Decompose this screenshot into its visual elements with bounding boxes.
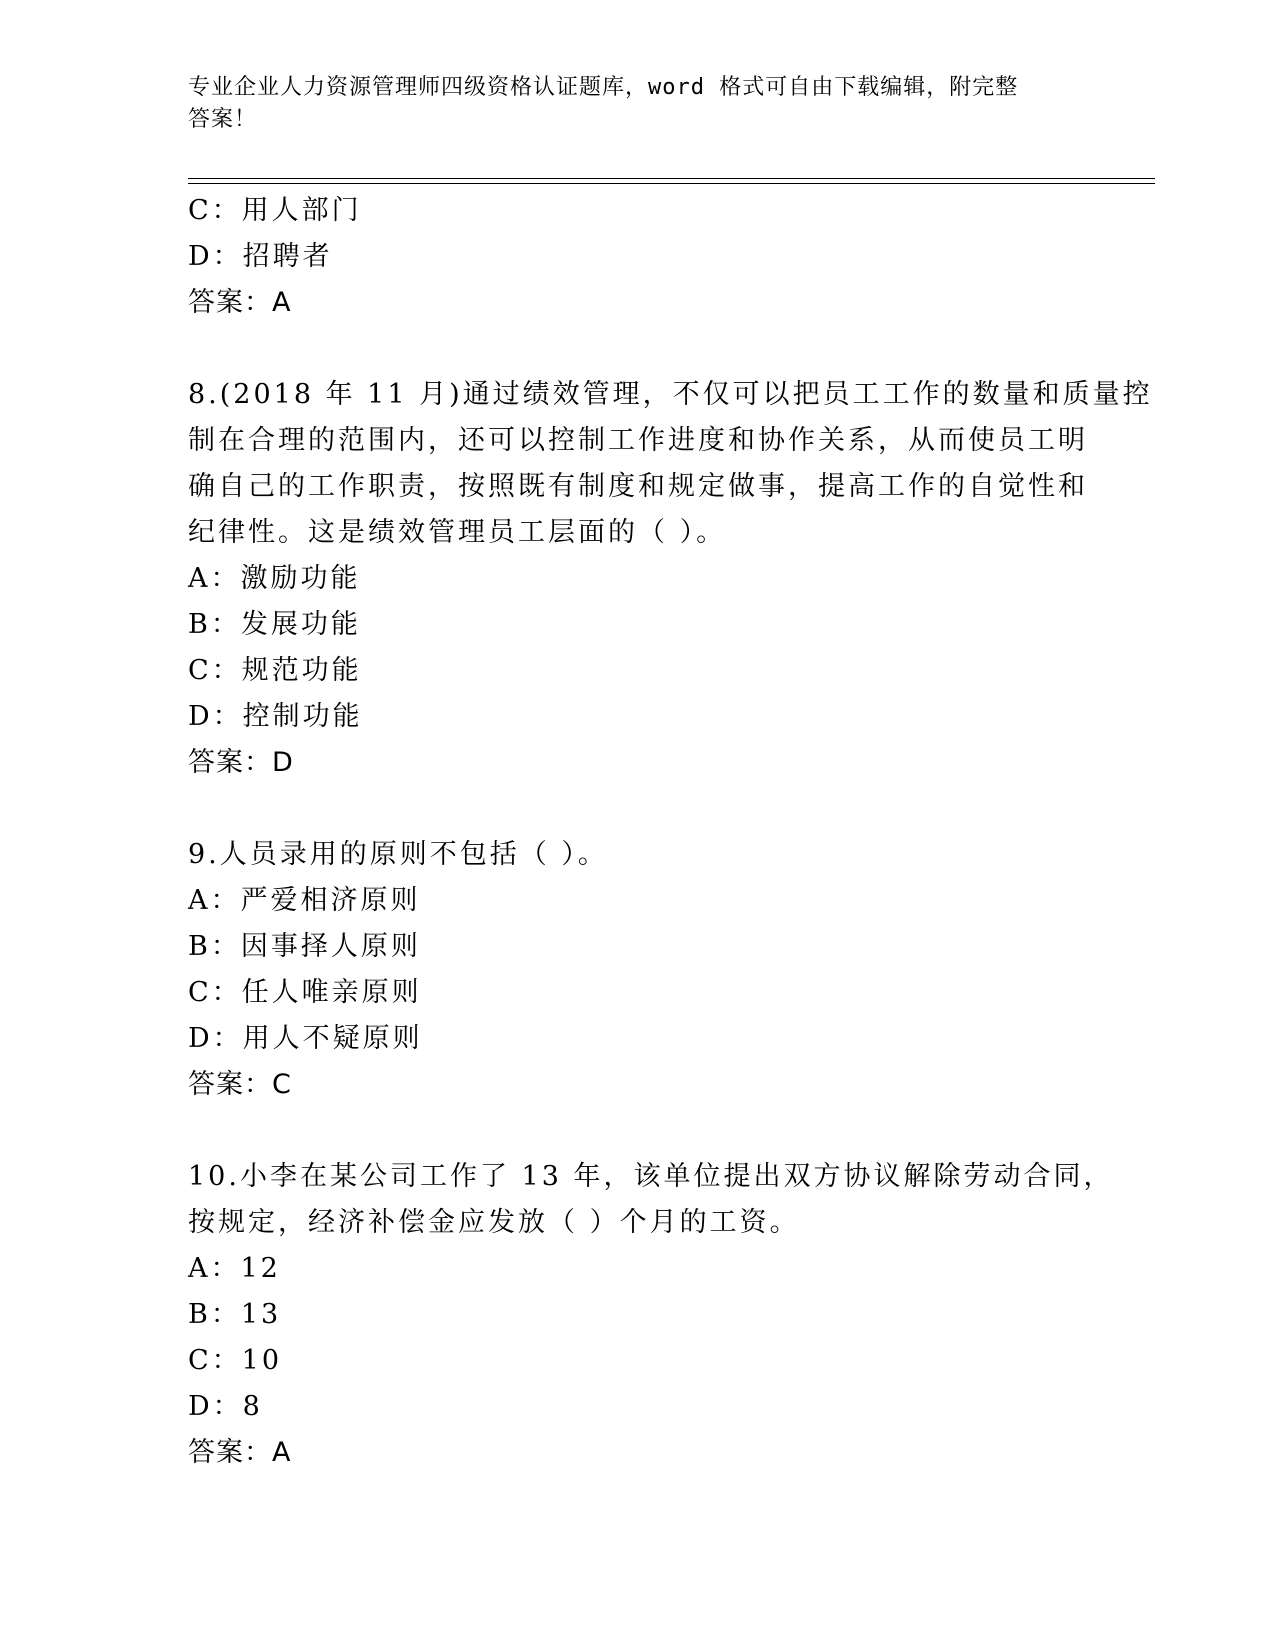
q9-text: 9.人员录用的原则不包括（ ）。 [188, 839, 608, 870]
q8-option-d: D：控制功能 [188, 701, 363, 732]
q10-option-d: D：8 [188, 1391, 263, 1422]
prev-option-c: C：用人部门 [188, 195, 362, 226]
q10-text-line-1: 10.小李在某公司工作了 13 年，该单位提出双方协议解除劳动合同， [188, 1161, 1114, 1192]
q9-answer: 答案：C [188, 1069, 292, 1100]
spacer [188, 1108, 1088, 1154]
question-9 [188, 832, 1088, 1108]
q9-option-c: C：任人唯亲原则 [188, 977, 422, 1008]
question-8 [188, 372, 1153, 786]
header-line-1: 专业企业人力资源管理师四级资格认证题库，word 格式可自由下载编辑，附完整 [188, 75, 1019, 100]
q10-option-b: B：13 [188, 1299, 282, 1330]
question-content [188, 188, 1153, 1476]
q10-answer: 答案：A [188, 1437, 292, 1468]
prev-answer: 答案：A [188, 287, 292, 318]
q9-option-d: D：用人不疑原则 [188, 1023, 423, 1054]
header-line-2: 答案！ [188, 107, 258, 132]
spacer [188, 326, 1088, 372]
spacer [188, 786, 1088, 832]
q8-text-line-1: 8.(2018 年 11 月)通过绩效管理，不仅可以把员工工作的数量和质量控 [188, 379, 1153, 410]
prev-option-d: D：招聘者 [188, 241, 333, 272]
q8-option-c: C：规范功能 [188, 655, 362, 686]
header-divider-top [188, 178, 1155, 179]
question-10 [188, 1154, 1114, 1476]
q8-answer: 答案：D [188, 747, 294, 778]
q10-option-a: A：12 [188, 1253, 281, 1284]
q10-text-line-2: 按规定，经济补偿金应发放（ ）个月的工资。 [188, 1207, 800, 1238]
q8-option-b: B：发展功能 [188, 609, 361, 640]
q9-option-a: A：严爱相济原则 [188, 885, 421, 916]
q8-option-a: A：激励功能 [188, 563, 361, 594]
q8-text-line-3: 确自己的工作职责，按照既有制度和规定做事，提高工作的自觉性和 [188, 471, 1088, 502]
header-divider-bottom [188, 183, 1155, 184]
page-header [188, 72, 1068, 136]
q8-text-line-4: 纪律性。这是绩效管理员工层面的（ ）。 [188, 517, 727, 548]
q9-option-b: B：因事择人原则 [188, 931, 421, 962]
q10-option-c: C：10 [188, 1345, 283, 1376]
q8-text-line-2: 制在合理的范围内，还可以控制工作进度和协作关系，从而使员工明 [188, 425, 1088, 456]
